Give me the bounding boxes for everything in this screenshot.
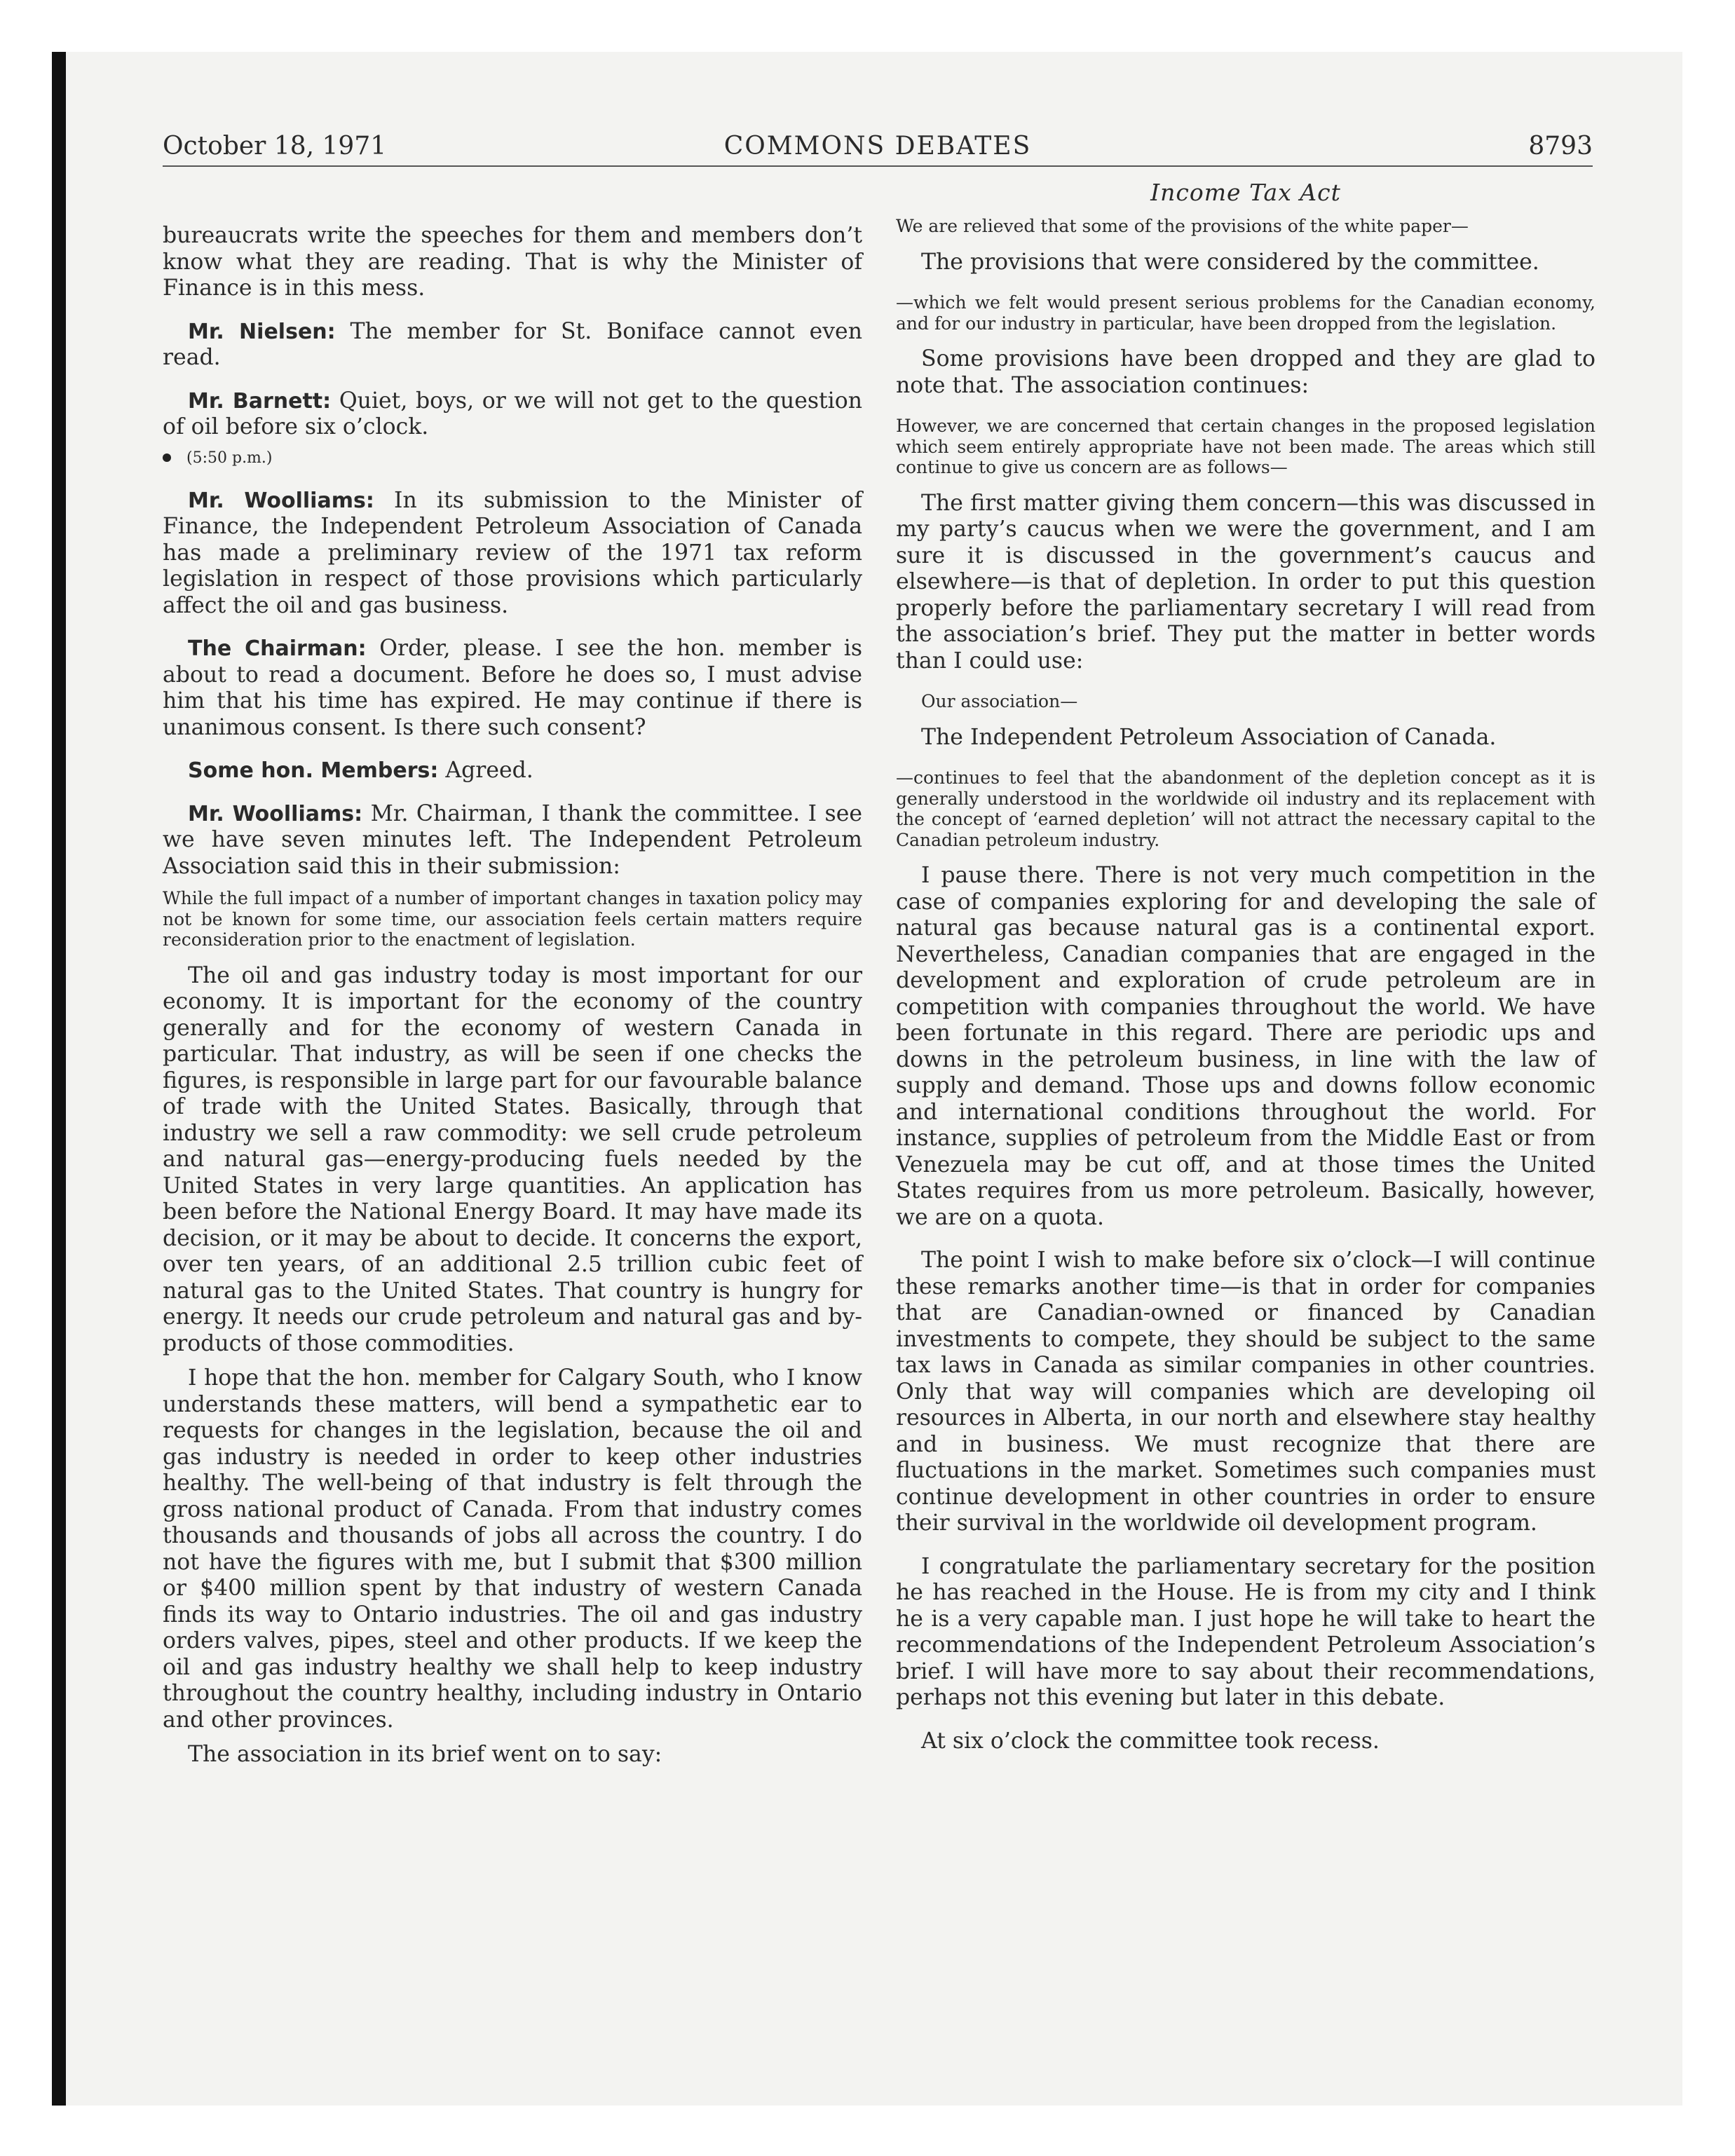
block-quote: —continues to feel that the abandonment of the depletion concept as it is generally understood in the worldwide oil industry and its replacement with the concept of ‘earned depletion’ will not attract the necessary capital to the Canadian petroleum industry. <box>896 767 1595 850</box>
paragraph: The oil and gas industry today is most important for our economy. It is important for the economy of the country generally and for the economy of western Canada in particular. That industry, as will be seen if one checks the figures, is responsible in large part for our favourable balance of trade with the United States. Basically, through that industry we sell a raw commodity: we sell crude petroleum and natural gas—energy-producing fuels needed by the United States in very large quantities. An application has been before the National Energy Board. It may have made its decision, or it may be about to decide. It concerns the export, over ten years, of an additional 2.5 trillion cubic feet of natural gas to the United States. That country is hungry for energy. It needs our crude petroleum and natural gas and by-products of those commodities. <box>163 962 862 1356</box>
header-date: October 18, 1971 <box>163 132 387 161</box>
paragraph: I pause there. There is not very much competition in the case of companies exploring for and developing the sale of natural gas because natural gas is a continental export. Nevertheless, Canadian companies that are engaged in the development and exploration of crude petroleum are in competition with companies throughout the world. We have been fortunate in this regard. There are periodic ups and downs in the petroleum business, in line with the law of supply and demand. Those ups and downs follow economic and international conditions throughout the world. For instance, supplies of petroleum from the Middle East or from Venezuela may be cut off, and at those times the United States requires from us more petroleum. Basically, however, we are on a quota. <box>896 863 1595 1230</box>
header-page-number: 8793 <box>1528 132 1593 161</box>
block-quote: —which we felt would present serious problems for the Canadian economy, and for our industry in particular, have been dropped from the legislation. <box>896 292 1595 334</box>
paragraph: At six o’clock the committee took recess. <box>921 1728 1380 1754</box>
speech-barnett <box>163 388 862 441</box>
speech-text: Agreed. <box>445 758 533 783</box>
speaker-name: The Chairman: <box>188 636 367 661</box>
block-quote: We are relieved that some of the provisions of the white paper— <box>896 216 1469 236</box>
header-rule <box>163 165 1593 167</box>
speech-text: Quiet, boys, or we will not get to the question of oil before six o’clock. <box>163 388 863 439</box>
speaker-name: Mr. Woolliams: <box>188 801 363 826</box>
speech-chairman <box>163 636 862 741</box>
paragraph: bureaucrats write the speeches for them and members don’t know what they are reading. That is why the Minister of Finance is in this mess. <box>163 223 862 301</box>
paragraph: Some provisions have been dropped and they are glad to note that. The association continues: <box>896 346 1595 398</box>
speech-text: In its submission to the Minister of Finance, the Independent Petroleum Association of Canada has made a preliminary review of the 1971 tax reform legislation in respect of those provisions which particularly affect the oil and gas business. <box>163 487 862 618</box>
binding-edge <box>52 52 66 2106</box>
section-title: Income Tax Act <box>1150 179 1341 206</box>
left-column <box>163 223 862 1785</box>
speech-nielsen <box>163 319 862 371</box>
paragraph: The first matter giving them concern—this was discussed in my party’s caucus when we were the government, and I am sure it is discussed in the government’s caucus and elsewhere—is that of depletion. In order to put this question properly before the parliamentary secretary I will read from the association’s brief. They put the matter in better words than I could use: <box>896 490 1595 674</box>
paragraph: The provisions that were considered by the committee. <box>921 249 1539 275</box>
block-quote: However, we are concerned that certain changes in the proposed legislation which seem entirely appropriate have not been made. The areas which still continue to give us concern are as follows— <box>896 416 1595 477</box>
speech-text: The member for St. Boniface cannot even read. <box>163 318 862 370</box>
paragraph: I hope that the hon. member for Calgary South, who I know understands these matters, will bend a sympathetic ear to requests for changes in the legislation, because the oil and gas industry is needed in order to keep other industries healthy. The well-being of that industry is felt through the gross national product of Canada. From that industry comes thousands and thousands of jobs all across the country. I do not have the figures with me, but I submit that $300 million or $400 million spent by that industry of western Canada finds its way to Ontario industries. The oil and gas industry orders valves, pipes, steel and other products. If we keep the oil and gas industry healthy we shall help to keep industry throughout the country healthy, including industry in Ontario and other provinces. <box>163 1365 862 1733</box>
speaker-name: Mr. Woolliams: <box>188 488 374 513</box>
speech-text: Order, please. I see the hon. member is about to read a document. Before he does so, I must advise him that his time has expired. He may continue if there is unanimous consent. Is there such consent? <box>163 636 863 740</box>
speech-woolliams <box>163 488 862 620</box>
speaker-name: Mr. Nielsen: <box>188 319 336 344</box>
bullet-icon <box>163 453 171 462</box>
speaker-name: Mr. Barnett: <box>188 388 332 414</box>
paragraph: I congratulate the parliamentary secretary for the position he has reached in the House. He is from my city and I think he is a very capable man. I just hope he will take to heart the recommendations of the Independent Petroleum Association’s brief. I will have more to say about their recommendations, perhaps not this evening but later in this debate. <box>896 1553 1595 1710</box>
speech-text: Mr. Chairman, I thank the committee. I see we have seven minutes left. The Independent Petroleum Association said this in their submission: <box>163 800 863 879</box>
timestamp-text: (5:50 p.m.) <box>186 449 273 467</box>
timestamp <box>163 449 862 467</box>
block-quote: Our association— <box>921 691 1078 711</box>
speech-members <box>163 758 862 784</box>
speech-woolliams <box>163 801 862 880</box>
paragraph: The Independent Petroleum Association of Canada. <box>921 724 1497 750</box>
speaker-name: Some hon. Members: <box>188 758 439 783</box>
block-quote: While the full impact of a number of important changes in taxation policy may not be known for some time, our association feels certain matters require reconsideration prior to the enactment of legislation. <box>163 888 862 950</box>
header-journal-title: COMMONS DEBATES <box>723 132 1032 161</box>
paragraph: The association in its brief went on to say: <box>188 1742 662 1767</box>
paragraph: The point I wish to make before six o’clock—I will continue these remarks another time—is that in order for companies that are Canadian-owned or financed by Canadian investments to compete, they should be subject to the same tax laws in Canada as similar companies in other countries. Only that way will companies which are developing oil resources in Alberta, in our north and elsewhere stay healthy and in business. We must recognize that there are fluctuations in the market. Sometimes such companies must continue development in other countries in order to ensure their survival in the worldwide oil development program. <box>896 1248 1595 1536</box>
page-header <box>163 132 1593 167</box>
right-column <box>896 179 1595 1771</box>
